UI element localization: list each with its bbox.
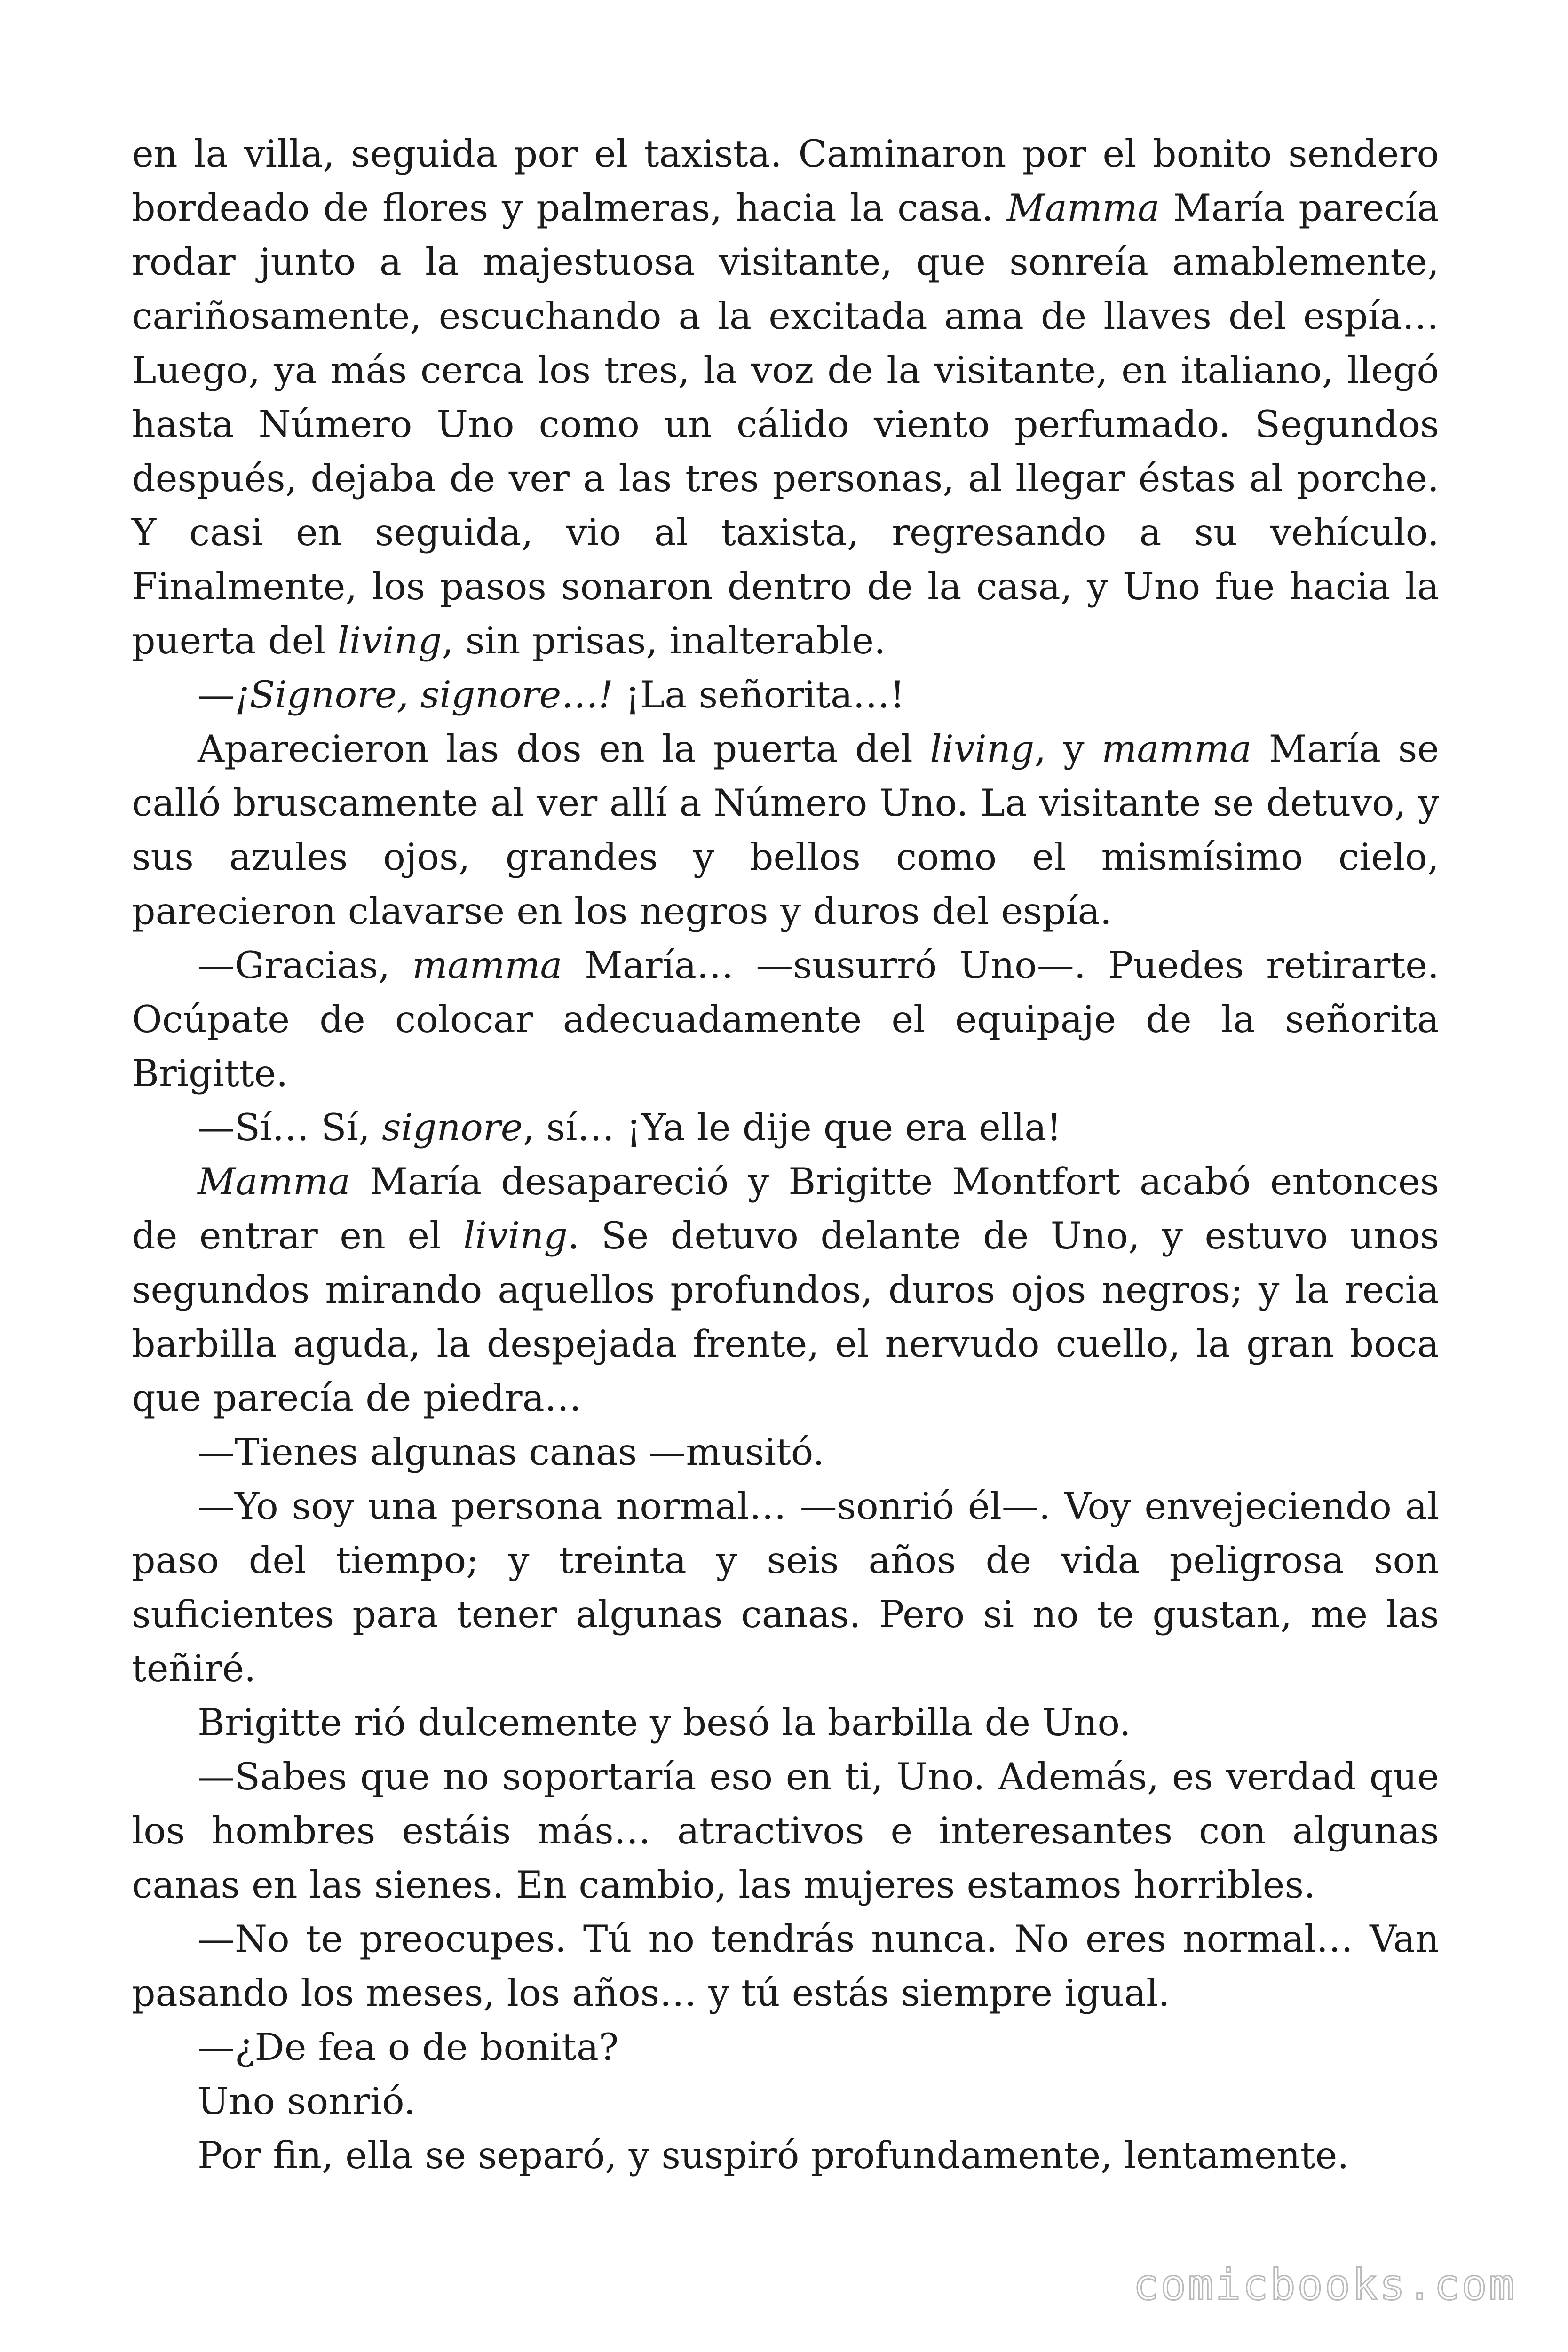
text-run: —Sabes que no soportaría eso en ti, Uno. Además, es verdad que los hombres estáis más… atractivos e interesantes con algunas canas en las sienes. En cambio, las mujeres estamos horribles.	[132, 1755, 1439, 1907]
text-run: Aparecieron las dos en la puerta del	[198, 727, 930, 771]
italic-text: Mamma	[1006, 186, 1160, 230]
paragraph	[132, 1912, 1439, 2020]
text-run: en la villa, seguida por el taxista. Caminaron por el bonito sendero bordeado de flores y palmeras, hacia la casa.	[132, 132, 1439, 230]
watermark: comicbooks.com	[1133, 2260, 1516, 2310]
italic-text: mamma	[412, 944, 562, 987]
body-text	[132, 127, 1439, 2183]
italic-text: living	[463, 1214, 568, 1257]
text-run: —	[198, 673, 235, 716]
text-run: María parecía rodar junto a la majestuosa visitante, que sonreía amablemente, cariñosamente, escuchando a la excitada ama de llaves del espía… Luego, ya más cerca los tres, la voz de la visitante, en italiano, llegó hasta Número Uno como un cálido viento perfumado. Segundos después, dejaba de ver a las tres personas, al llegar éstas al porche. Y casi en seguida, vio al taxista, regresando a su vehículo. Finalmente, los pasos sonaron dentro de la casa, y Uno fue hacia la puerta del	[132, 186, 1439, 662]
italic-text: signore	[382, 1106, 523, 1149]
italic-text: living	[337, 619, 442, 662]
text-run: ¡La señorita…!	[613, 673, 905, 716]
paragraph	[132, 127, 1439, 668]
text-run: —¿De fea o de bonita?	[198, 2026, 619, 2069]
paragraph	[132, 1101, 1439, 1155]
paragraph	[132, 668, 1439, 722]
text-run: Uno sonrió.	[198, 2080, 416, 2123]
italic-text: Mamma	[198, 1160, 350, 1203]
text-run: , y	[1034, 727, 1102, 771]
paragraph	[132, 2074, 1439, 2129]
italic-text: living	[930, 727, 1035, 771]
paragraph	[132, 938, 1439, 1101]
paragraph	[132, 1696, 1439, 1750]
paragraph	[132, 1479, 1439, 1696]
text-run: —Sí… Sí,	[198, 1106, 382, 1149]
text-run: Por fin, ella se separó, y suspiró profundamente, lentamente.	[198, 2134, 1349, 2177]
text-run: —Gracias,	[198, 944, 412, 987]
text-run: —Yo soy una persona normal… —sonrió él—. Voy envejeciendo al paso del tiempo; y treinta y seis años de vida peligrosa son suficientes para tener algunas canas. Pero si no te gustan, me las teñiré.	[132, 1485, 1439, 1690]
italic-text: ¡Signore, signore…!	[235, 673, 613, 716]
italic-text: mamma	[1101, 727, 1252, 771]
text-run: María… —susurró Uno—. Puedes retirarte. Ocúpate de colocar adecuadamente el equipaje de la señorita Brigitte.	[132, 944, 1439, 1095]
text-run: . Se detuvo delante de Uno, y estuvo unos segundos mirando aquellos profundos, duros ojos negros; y la recia barbilla aguda, la despejada frente, el nervudo cuello, la gran boca que parecía de piedra…	[132, 1214, 1439, 1420]
text-run: —Tienes algunas canas —musitó.	[198, 1430, 825, 1474]
text-run: María desapareció y Brigitte Montfort acabó entonces de entrar en el	[132, 1160, 1439, 1257]
text-run: Brigitte rió dulcemente y besó la barbilla de Uno.	[198, 1701, 1131, 1744]
text-run: María se calló bruscamente al ver allí a Número Uno. La visitante se detuvo, y sus azules ojos, grandes y bellos como el mismísimo cielo, parecieron clavarse en los negros y duros del espía.	[132, 727, 1440, 933]
paragraph	[132, 2020, 1439, 2074]
paragraph	[132, 2129, 1439, 2183]
text-run: —No te preocupes. Tú no tendrás nunca. No eres normal… Van pasando los meses, los años… y tú estás siempre igual.	[132, 1917, 1439, 2015]
paragraph	[132, 1750, 1439, 1912]
text-run: , sin prisas, inalterable.	[442, 619, 886, 662]
paragraph	[132, 722, 1439, 938]
paragraph	[132, 1425, 1439, 1479]
paragraph	[132, 1155, 1439, 1425]
text-run: , sí… ¡Ya le dije que era ella!	[523, 1106, 1062, 1149]
